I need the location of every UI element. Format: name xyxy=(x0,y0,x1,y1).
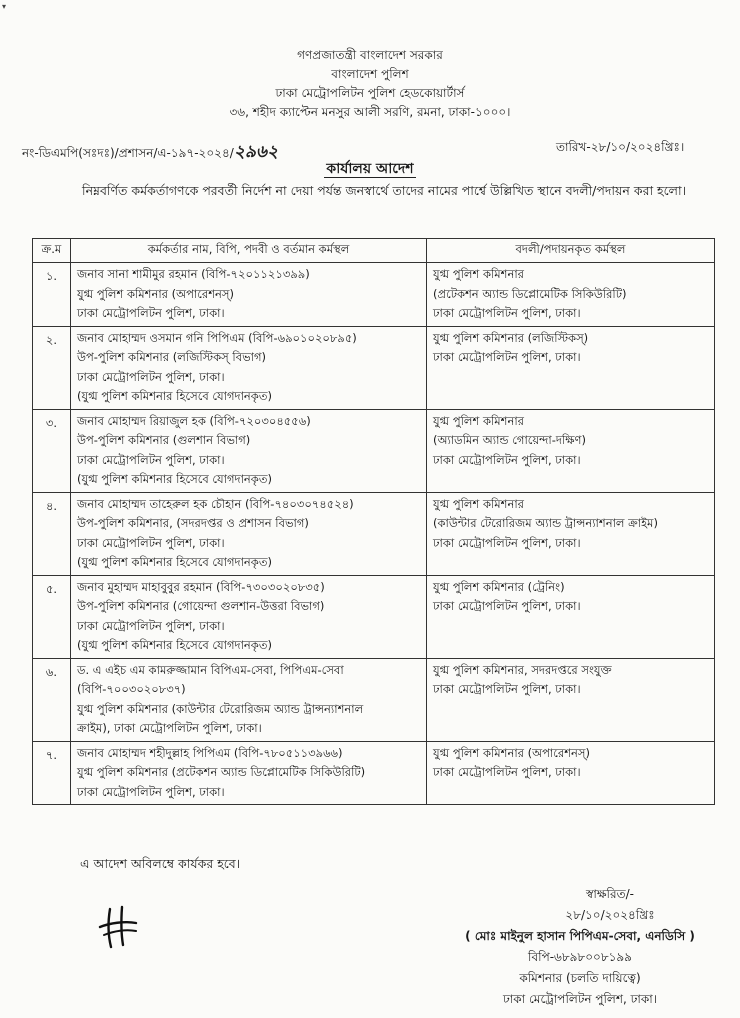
closing-line: এ আদেশ অবিলম্বে কার্যকর হবে। xyxy=(80,856,241,871)
officer-line: উপ-পুলিশ কমিশনার, (সদরদপ্তর ও প্রশাসন বিভাগ) xyxy=(77,516,309,530)
officer-current-cell xyxy=(71,326,427,409)
table-row xyxy=(33,326,715,409)
officer-current-cell xyxy=(71,409,427,492)
posting-line: যুগ্ম পুলিশ কমিশনার xyxy=(433,267,525,281)
posting-line: (অ্যাডমিন অ্যান্ড গোয়েন্দা-দক্ষিণ) xyxy=(433,433,586,447)
serial-cell: ৬. xyxy=(33,658,71,741)
officer-line: জনাব মোহাম্মদ রিয়াজুল হক (বিপি-৭২০৩০৪৫৫৬) xyxy=(77,413,311,428)
govt-name: গণপ্রজাতন্ত্রী বাংলাদেশ সরকার xyxy=(297,48,443,62)
intro-paragraph: নিম্নবর্ণিত কর্মকর্তাগণকে পরবর্তী নির্দেশ না দেয়া পর্যন্ত জনস্বার্থে তাদের নামের পার্শ্বে উল্লিখিত স্থানে বদলী/পদায়ন করা হলো। xyxy=(82,183,687,198)
transfer-table xyxy=(32,238,715,805)
posting-cell xyxy=(427,575,715,658)
posting-line: যুগ্ম পুলিশ কমিশনার, সদরদপ্তরে সংযুক্ত xyxy=(433,662,612,677)
officer-line: ঢাকা মেট্রোপলিটন পুলিশ, ঢাকা। xyxy=(77,306,225,320)
officer-line: উপ-পুলিশ কমিশনার (লজিস্টিকস্ বিভাগ) xyxy=(77,350,267,364)
letterhead xyxy=(0,46,740,122)
posting-cell xyxy=(427,409,715,492)
corner-mark: ▾ xyxy=(2,2,7,11)
posting-cell xyxy=(427,658,715,741)
officer-line: ঢাকা মেট্রোপলিটন পুলিশ, ঢাকা। xyxy=(77,452,225,467)
officer-line: ঢাকা মেট্রোপলিটন পুলিশ, ঢাকা। xyxy=(77,618,225,633)
officer-current-cell xyxy=(71,575,427,658)
officer-line: জনাব মোহাম্মদ ওসমান গনি পিপিএম (বিপি-৬৯০১০২০৮৯৫) xyxy=(77,330,357,345)
officer-line: (যুগ্ম পুলিশ কমিশনার হিসেবে যোগদানকৃত) xyxy=(77,638,272,652)
officer-line: জনাব মুহাম্মদ মাহাবুবুর রহমান (বিপি-৭৩০৩০২০৮৩৫) xyxy=(77,579,325,594)
officer-line: (যুগ্ম পুলিশ কমিশনার হিসেবে যোগদানকৃত) xyxy=(77,389,272,403)
officer-line: (যুগ্ম পুলিশ কমিশনার হিসেবে যোগদানকৃত) xyxy=(77,472,272,486)
col-header-posting: বদলী/পদায়নকৃত কর্মস্থল xyxy=(427,239,715,263)
officer-line: ঢাকা মেট্রোপলিটন পুলিশ, ঢাকা। xyxy=(77,535,225,550)
department-name: বাংলাদেশ পুলিশ xyxy=(331,67,409,81)
col-header-serial: ক্র.ম xyxy=(33,239,71,263)
handwritten-memo-number: ২৯৬২ xyxy=(233,142,279,162)
officer-line: যুগ্ম পুলিশ কমিশনার (অপারেশনস্) xyxy=(77,286,234,301)
officer-line: ক্রাইম), ঢাকা মেট্রোপলিটন পুলিশ, ঢাকা। xyxy=(77,721,262,735)
posting-cell xyxy=(427,492,715,575)
officer-current-cell xyxy=(71,492,427,575)
officer-line: ড. এ এইচ এম কামরুজ্জামান বিপিএম-সেবা, পিপিএম-সেবা xyxy=(77,662,344,677)
officer-line: (বিপি-৭০০৩০২০৮৩৭) xyxy=(77,682,186,696)
posting-line: যুগ্ম পুলিশ কমিশনার (অপারেশনস্) xyxy=(433,745,590,760)
officer-current-cell xyxy=(71,263,427,327)
signatory-name: ( মোঃ মাইনুল হাসান পিপিএম-সেবা, এনডিসি ) xyxy=(465,929,695,943)
table-row xyxy=(33,409,715,492)
posting-line: যুগ্ম পুলিশ কমিশনার xyxy=(433,496,525,511)
serial-cell: ৩. xyxy=(33,409,71,492)
officer-line: জনাব মোহাম্মদ শহীদুল্লাহ পিপিএম (বিপি-৭৮০৫১১৩৯৬৬) xyxy=(77,745,343,760)
signature-block xyxy=(430,884,730,1010)
posting-line: ঢাকা মেট্রোপলিটন পুলিশ, ঢাকা। xyxy=(433,599,581,613)
posting-cell xyxy=(427,326,715,409)
signatory-office: ঢাকা মেট্রোপলিটন পুলিশ, ঢাকা। xyxy=(502,992,658,1006)
serial-cell: ১. xyxy=(33,263,71,327)
officer-line: জনাব মোহাম্মদ তাহেরুল হক চৌহান (বিপি-৭৪০৩০৭৪৫২৪) xyxy=(77,496,354,511)
officer-line: উপ-পুলিশ কমিশনার (গোয়েন্দা গুলশান-উত্তরা বিভাগ) xyxy=(77,599,325,613)
posting-line: (প্রটেকশন অ্যান্ড ডিপ্লোমেটিক সিকিউরিটি) xyxy=(433,286,627,301)
posting-line: যুগ্ম পুলিশ কমিশনার (ট্রেনিং) xyxy=(433,579,565,594)
order-title: কার্যালয় আদেশ xyxy=(326,161,414,177)
serial-cell: ৫. xyxy=(33,575,71,658)
posting-line: ঢাকা মেট্রোপলিটন পুলিশ, ঢাকা। xyxy=(433,682,581,696)
posting-line: ঢাকা মেট্রোপলিটন পুলিশ, ঢাকা। xyxy=(433,350,581,364)
office-address: ৩৬, শহীদ ক্যাপ্টেন মনসুর আলী সরণি, রমনা, ঢাকা-১০০০। xyxy=(229,105,511,119)
serial-cell: ৪. xyxy=(33,492,71,575)
handwritten-initial-signature xyxy=(96,905,142,949)
table-row xyxy=(33,263,715,327)
serial-cell: ২. xyxy=(33,326,71,409)
officer-line: (যুগ্ম পুলিশ কমিশনার হিসেবে যোগদানকৃত) xyxy=(77,555,272,569)
officer-current-cell xyxy=(71,658,427,741)
officer-line: জনাব সানা শামীমুর রহমান (বিপি-৭২০১১২১৩৯৯) xyxy=(77,267,310,281)
posting-line: যুগ্ম পুলিশ কমিশনার xyxy=(433,413,525,428)
posting-line: যুগ্ম পুলিশ কমিশনার (লজিস্টিকস্) xyxy=(433,330,589,345)
posting-line: ঢাকা মেট্রোপলিটন পুলিশ, ঢাকা। xyxy=(433,765,581,779)
officer-line: যুগ্ম পুলিশ কমিশনার (কাউন্টার টেরোরিজম অ্যান্ড ট্রান্সন্যাশনাল xyxy=(77,701,364,716)
col-header-officer: কর্মকর্তার নাম, বিপি, পদবী ও বর্তমান কর্মস্থল xyxy=(71,239,427,263)
posting-line: ঢাকা মেট্রোপলিটন পুলিশ, ঢাকা। xyxy=(433,535,581,550)
officer-line: ঢাকা মেট্রোপলিটন পুলিশ, ঢাকা। xyxy=(77,369,225,384)
signatory-bp: বিপি-৬৮৯৮০০৮১৯৯ xyxy=(528,950,632,964)
signatory-designation: কমিশনার (চলতি দায়িত্বে) xyxy=(519,971,641,985)
posting-cell xyxy=(427,263,715,327)
office-name: ঢাকা মেট্রোপলিটন পুলিশ হেডকোয়ার্টার্স xyxy=(275,86,465,100)
serial-cell: ৭. xyxy=(33,741,71,805)
table-row xyxy=(33,741,715,805)
posting-cell xyxy=(427,741,715,805)
table-row xyxy=(33,575,715,658)
signed-label: স্বাক্ষরিত/- xyxy=(586,887,634,901)
officer-line: ঢাকা মেট্রোপলিটন পুলিশ, ঢাকা। xyxy=(77,784,225,799)
officer-line: যুগ্ম পুলিশ কমিশনার (প্রটেকশন অ্যান্ড ডিপ্লোমেটিক সিকিউরিটি) xyxy=(77,765,366,779)
officer-line: উপ-পুলিশ কমিশনার (গুলশান বিভাগ) xyxy=(77,433,251,447)
table-header-row xyxy=(33,239,715,263)
memo-date: তারিখ-২৮/১০/২০২৪খ্রিঃ। xyxy=(556,140,685,154)
table-row xyxy=(33,658,715,741)
officer-current-cell xyxy=(71,741,427,805)
posting-line: ঢাকা মেট্রোপলিটন পুলিশ, ঢাকা। xyxy=(433,452,581,467)
table-row xyxy=(33,492,715,575)
posting-line: ঢাকা মেট্রোপলিটন পুলিশ, ঢাকা। xyxy=(433,306,581,320)
memo-number-prefix: নং-ডিএমপি(সঃদঃ)/প্রশাসন/এ-১৯৭-২০২৪/ xyxy=(22,146,234,160)
posting-line: (কাউন্টার টেরোরিজম অ্যান্ড ট্রান্সন্যাশনাল ক্রাইম) xyxy=(433,516,658,530)
signature-date: ২৮/১০/২০২৪খ্রিঃ xyxy=(565,908,655,922)
